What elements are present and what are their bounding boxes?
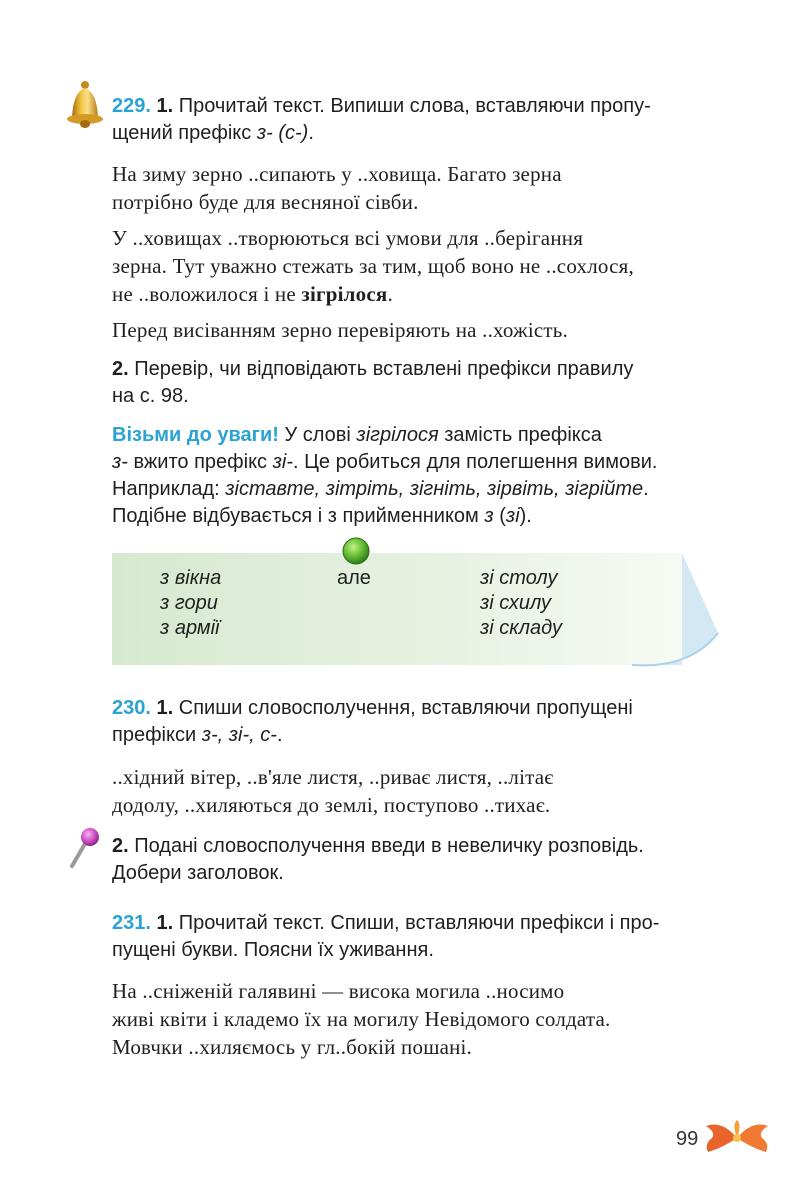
prefix-text: з-, зі-, с- (201, 724, 277, 746)
step-number: 1. (156, 912, 174, 934)
instruction-text: Добери заголовок. (112, 862, 284, 884)
instruction-text: Подані словосполучення введи в невеличку розповідь. (128, 835, 644, 857)
examples-middle: але (337, 567, 371, 589)
instruction-text: на с. 98. (112, 385, 189, 407)
step-number: 1. (156, 697, 174, 719)
step-number: 2. (112, 358, 129, 380)
task-229-text (112, 160, 712, 344)
notice-examples: зіставте, зітріть, зігніть, зірвіть, зігрійте (225, 478, 644, 500)
examples-left (160, 566, 221, 641)
green-dot-icon (340, 535, 372, 567)
task-229-step1 (112, 93, 712, 147)
task-231-text (112, 977, 712, 1061)
instruction-text: Прочитай текст. Випиши слова, вставляючи пропу- (173, 95, 651, 117)
text-line: живі квіти і кладемо їх на могилу Невідомого солдата. (112, 1007, 611, 1031)
punct: . (387, 282, 393, 306)
box-curl (630, 553, 720, 669)
text-line: На зиму зерно ..сипають у ..ховища. Багато зерна (112, 162, 562, 186)
notice-preposition: зі (505, 505, 520, 527)
notice-preposition: з (484, 505, 494, 527)
example-item: зі схилу (480, 592, 552, 614)
microphone-icon (62, 826, 102, 870)
step-number: 1. (156, 95, 174, 117)
task-number: 229. (112, 95, 151, 117)
notice-word: зігрілося (356, 424, 439, 446)
text-line: У ..ховищах ..творюються всі умови для ..берігання (112, 226, 584, 250)
example-item: зі столу (480, 567, 558, 589)
notice-block (112, 422, 712, 530)
notice-prefix: з- (112, 451, 128, 473)
text-line: додолу, ..хиляються до землі, поступово ..тихає. (112, 793, 551, 817)
notice-text: . Це робиться для полегшення вимови. (293, 451, 658, 473)
leaf-ornament-icon (702, 1118, 772, 1158)
text-line: На ..сніженій галявині — висока могила ..носимо (112, 979, 565, 1003)
bell-icon (58, 78, 108, 130)
instruction-text: Прочитай текст. Спиши, вставляючи префікси і про- (173, 912, 660, 934)
punct: ( (493, 505, 506, 527)
prefix-text: з- (с-) (256, 122, 309, 144)
text-line (112, 280, 712, 308)
example-item: з вікна (160, 567, 222, 589)
text-line: ..хідний вітер, ..в'яле листя, ..риває листя, ..літає (112, 765, 554, 789)
punct: . (643, 478, 649, 500)
instruction-text: префікси (112, 724, 202, 746)
task-230-step1 (112, 695, 712, 749)
task-229-step2 (112, 356, 712, 410)
task-number: 230. (112, 697, 151, 719)
text-line: Мовчки ..хиляємось у гл..бокій пошані. (112, 1035, 473, 1059)
task-230-step2 (112, 833, 712, 887)
bold-word: зігрілося (301, 282, 388, 306)
task-number: 231. (112, 912, 151, 934)
example-item: зі складу (480, 617, 562, 639)
examples-right (480, 566, 562, 641)
task-231-step1 (112, 910, 712, 964)
notice-prefix: зі- (272, 451, 294, 473)
notice-text: замість префікса (438, 424, 602, 446)
notice-title: Візьми до уваги! (112, 424, 279, 446)
punct: ). (519, 505, 532, 527)
instruction-text: Спиши словосполучення, вставляючи пропущені (173, 697, 633, 719)
notice-text: вжито префікс (127, 451, 273, 473)
instruction-text: щений префікс (112, 122, 257, 144)
text-line: потрібно буде для весняної сівби. (112, 190, 419, 214)
notice-text: Наприклад: (112, 478, 226, 500)
text-line: зерна. Тут уважно стежать за тим, щоб воно не ..сохлося, (112, 254, 634, 278)
page-number: 99 (676, 1128, 699, 1150)
example-item: з гори (160, 592, 218, 614)
punct: . (276, 724, 283, 746)
step-number: 2. (112, 835, 129, 857)
example-item: з армії (160, 617, 220, 639)
instruction-text: пущені букви. Поясни їх уживання. (112, 939, 434, 961)
text-span: не ..воложилося і не (112, 282, 302, 306)
notice-text: Подібне відбувається і з прийменником (112, 505, 485, 527)
task-230-text (112, 763, 712, 819)
text-line: Перед висіванням зерно перевіряють на ..хожість. (112, 318, 568, 342)
punct: . (308, 122, 314, 144)
notice-text: У слові (278, 424, 357, 446)
instruction-text: Перевір, чи відповідають вставлені префікси правилу (128, 358, 634, 380)
